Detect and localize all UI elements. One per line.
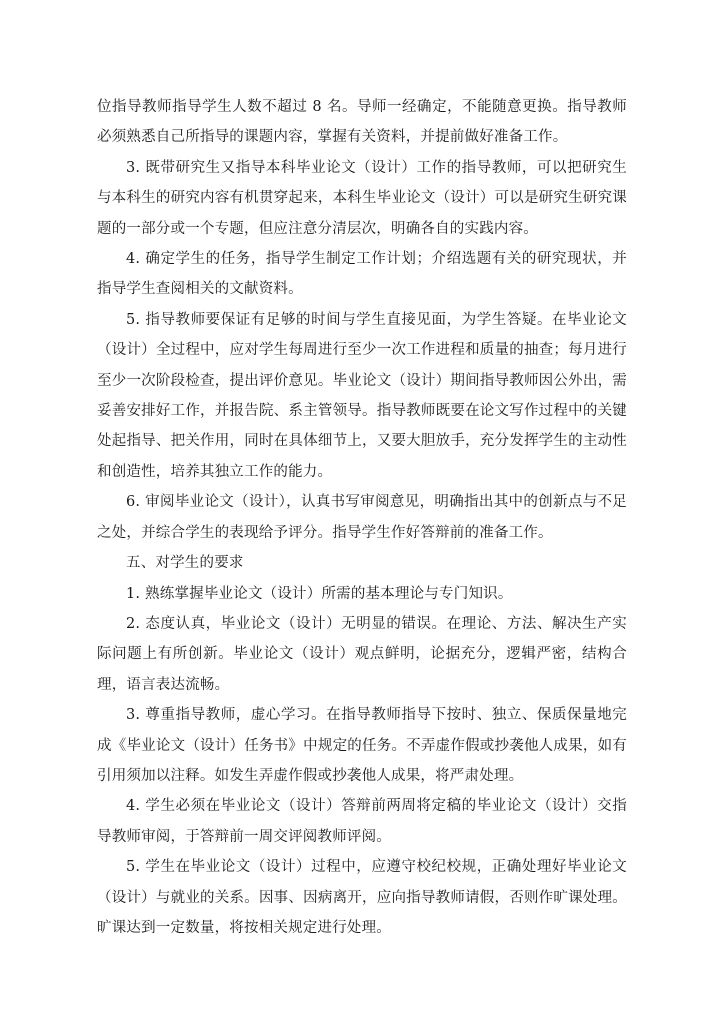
section-heading-student-requirements: 五、对学生的要求 [126,555,244,572]
paragraph-student-item-3: 3. 尊重指导教师，虚心学习。在指导教师指导下按时、独立、保质保量地完成《毕业论文（设计）任务书》中规定的任务。不弄虚作假或抄袭他人成果，如有引用须加以注释。如发生弄虚作假或抄袭他人成果，将严肃处理。 [97,707,627,784]
paragraph-item-5: 5. 指导教师要保证有足够的时间与学生直接见面，为学生答疑。在毕业论文（设计）全过程中，应对学生每周进行至少一次工作进程和质量的抽查；每月进行至少一次阶段检查，提出评价意见。毕业论文（设计）期间指导教师因公外出，需妥善安排好工作，并报告院、系主管领导。指导教师既要在论文写作过程中的关键处起指导、把关作用，同时在具体细节上，又要大胆放手，充分发挥学生的主动性和创造性，培养其独立工作的能力。 [97,311,627,480]
paragraph-student-item-1: 1. 熟练掌握毕业论文（设计）所需的基本理论与专门知识。 [126,585,513,602]
paragraph-student-item-5: 5. 学生在毕业论文（设计）过程中，应遵守校纪校规，正确处理好毕业论文（设计）与就业的关系。因事、因病离开，应向指导教师请假，否则作旷课处理。旷课达到一定数量，将按相关规定进行处理。 [97,859,627,936]
paragraph-student-item-2: 2. 态度认真，毕业论文（设计）无明显的错误。在理论、方法、解决生产实际问题上有所创新。毕业论文（设计）观点鲜明，论据充分，逻辑严密，结构合理，语言表达流畅。 [97,615,627,693]
document-page [97,92,627,943]
paragraph-continuation: 位指导教师指导学生人数不超过 8 名。导师一经确定，不能随意更换。指导教师必须熟悉自己所指导的课题内容，掌握有关资料，并提前做好准备工作。 [97,99,627,146]
paragraph-item-6: 6. 审阅毕业论文（设计），认真书写审阅意见，明确指出其中的创新点与不足之处，并综合学生的表现给予评分。指导学生作好答辩前的准备工作。 [97,494,627,541]
paragraph-item-4: 4. 确定学生的任务，指导学生制定工作计划；介绍选题有关的研究现状，并指导学生查阅相关的文献资料。 [97,251,627,298]
paragraph-student-item-4: 4. 学生必须在毕业论文（设计）答辩前两周将定稿的毕业论文（设计）交指导教师审阅，于答辩前一周交评阅教师评阅。 [97,798,627,845]
paragraph-item-3: 3. 既带研究生又指导本科毕业论文（设计）工作的指导教师，可以把研究生与本科生的研究内容有机贯穿起来，本科生毕业论文（设计）可以是研究生研究课题的一部分或一个专题，但应注意分清层次，明确各自的实践内容。 [97,159,627,237]
